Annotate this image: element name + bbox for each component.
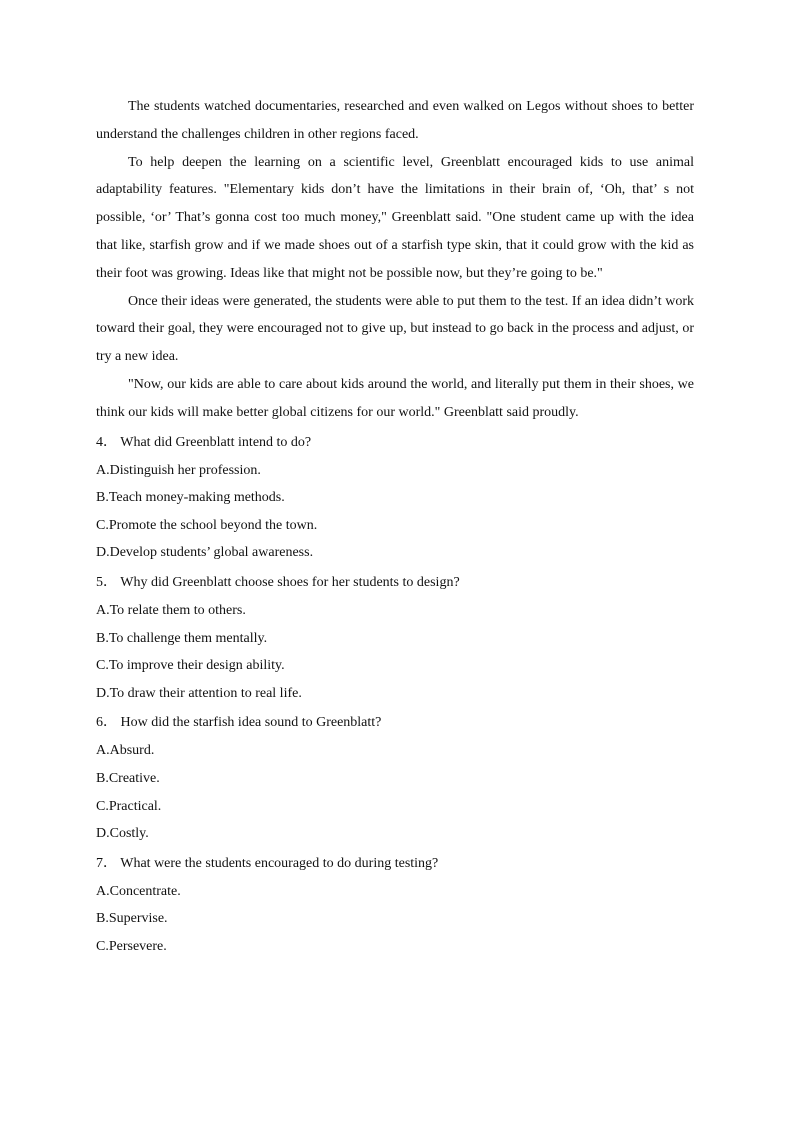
answer-option: A.Concentrate. xyxy=(96,883,181,899)
passage-paragraph: The students watched documentaries, researched and even walked on Legos without shoes to better understand the challenges children in other regions faced. xyxy=(96,99,694,142)
question-4 xyxy=(96,429,694,567)
question-stem: 7． What were the students encouraged to do during testing? xyxy=(96,855,439,871)
answer-option: C.Promote the school beyond the town. xyxy=(96,517,318,533)
answer-option: C.To improve their design ability. xyxy=(96,658,285,674)
answer-option: C.Practical. xyxy=(96,798,162,814)
question-6 xyxy=(96,709,694,847)
answer-option: D.Costly. xyxy=(96,826,149,842)
question-stem: 5． Why did Greenblatt choose shoes for her students to design? xyxy=(96,574,460,590)
answer-option: B.Teach money-making methods. xyxy=(96,490,285,506)
passage-paragraph: To help deepen the learning on a scientific level, Greenblatt encouraged kids to use animal adaptability features. "Elementary kids don’t have the limitations in their brain of, ‘Oh, that’ s not possible, ‘or’ That’s gonna cost too much money," Greenblatt said. "One student came up with the idea that like, starfish grow and if we made shoes out of a starfish type skin, that it could grow with the kid as their foot was growing. Ideas like that might not be possible now, but they’re going to be." xyxy=(96,154,694,281)
question-5 xyxy=(96,569,694,707)
answer-option: D.To draw their attention to real life. xyxy=(96,685,302,701)
answer-option: B.To challenge them mentally. xyxy=(96,630,268,646)
answer-option: B.Creative. xyxy=(96,770,160,786)
answer-option: A.Absurd. xyxy=(96,743,155,759)
passage-paragraph: "Now, our kids are able to care about kids around the world, and literally put them in their shoes, we think our kids will make better global citizens for our world." Greenblatt said proudly. xyxy=(96,376,694,420)
passage-paragraph: Once their ideas were generated, the students were able to put them to the test. If an idea didn’t work toward their goal, they were encouraged not to give up, but instead to go back in the process and adjust, or try a new idea. xyxy=(96,293,694,365)
answer-option: D.Develop students’ global awareness. xyxy=(96,545,314,561)
document-page xyxy=(96,93,694,960)
answer-option: C.Persevere. xyxy=(96,938,167,954)
answer-option: A.Distinguish her profession. xyxy=(96,462,261,478)
passage xyxy=(96,93,694,427)
question-stem: 6． How did the starfish idea sound to Greenblatt? xyxy=(96,715,382,731)
answer-option: A.To relate them to others. xyxy=(96,602,246,618)
question-7 xyxy=(96,850,694,961)
question-stem: 4． What did Greenblatt intend to do? xyxy=(96,434,312,450)
answer-option: B.Supervise. xyxy=(96,911,168,927)
